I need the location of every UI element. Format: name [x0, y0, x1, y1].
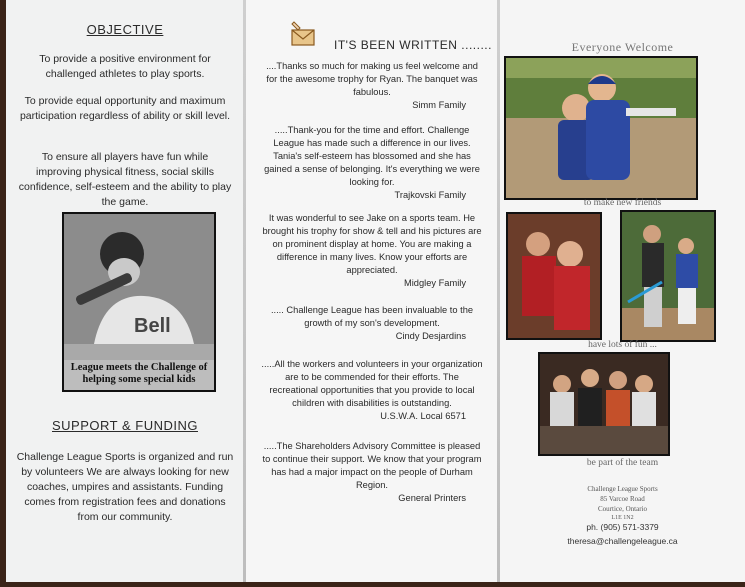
team-photo-friends: [504, 56, 698, 200]
basketball-photo-graphic: [508, 214, 600, 338]
quote-author: General Printers: [398, 493, 466, 503]
middle-panel: [246, 0, 498, 582]
quote-author: Midgley Family: [404, 278, 466, 288]
quote-text: It was wonderful to see Jake on a sports team. He brought his trophy for show & tell and his pictures are on prominent display at home. You are making a difference in many lives. Know your efforts are appreciated.: [262, 213, 482, 275]
objective-paragraph-3: To ensure all players have fun while improving physical fitness, social skills confidence, self-esteem and the ability to play the game.: [18, 151, 232, 208]
objective-paragraph-1: To provide a positive environment for challenged athletes to play sports.: [39, 53, 211, 80]
friends-photo-graphic: [506, 58, 696, 198]
quote-author: U.S.W.A. Local 6571: [380, 411, 466, 421]
quote-4: [260, 304, 484, 343]
support-heading: SUPPORT & FUNDING: [52, 418, 198, 433]
contact-org: Challenge League Sports: [587, 485, 658, 493]
quote-author: Simm Family: [412, 100, 466, 110]
objective-paragraph-2: To provide equal opportunity and maximum participation regardless of ability or skill level.: [19, 95, 231, 122]
contact-address1: 85 Varcoe Road: [600, 495, 645, 503]
quote-author: Trajkovski Family: [394, 190, 466, 200]
everyone-welcome-title: Everyone Welcome: [571, 40, 674, 54]
baseball-photo-graphic: [622, 212, 714, 340]
contact-phone: ph. (905) 571-3379: [586, 522, 659, 532]
caption-part-of-team: be part of the team: [586, 458, 659, 468]
quote-text: .....Thank-you for the time and effort. Challenge League has made such a difference in our lives. Tania's self-esteem has blossomed and she has gained a sense of belonging. It's everything we were looking for.: [264, 125, 480, 187]
quote-3: [260, 212, 484, 290]
quote-1: [260, 60, 484, 112]
clipping-caption: League meets the Challenge of helping some special kids: [70, 362, 208, 385]
envelope-with-hand-icon: [288, 18, 318, 50]
contact-postal: L1E 1N2: [611, 515, 634, 521]
quote-text: .....All the workers and volunteers in your organization are to be commended for their efforts. The recreational opportunities that you provide to local children with disabilities is outstanding.: [261, 359, 483, 408]
svg-text:Bell: Bell: [134, 315, 171, 337]
basketball-photo: [506, 212, 602, 340]
quote-2: [260, 124, 484, 202]
objective-heading: OBJECTIVE: [86, 22, 164, 37]
left-panel: [6, 0, 244, 582]
quote-text: .....The Shareholders Advisory Committee is pleased to continue their support. We know that your program has had a major impact on the people of Durham Region.: [262, 441, 482, 490]
quote-text: ..... Challenge League has been invaluable to the growth of my son's development.: [270, 305, 474, 328]
team-group-photo: [538, 352, 670, 456]
team-group-photo-graphic: [540, 354, 668, 454]
quote-5: [260, 358, 484, 423]
caption-make-friends: to make new friends: [583, 198, 662, 208]
right-panel: [500, 0, 745, 582]
contact-address2: Courtice, Ontario: [598, 505, 647, 513]
caption-have-fun: have lots of fun ...: [588, 340, 657, 350]
quote-author: Cindy Desjardins: [395, 331, 466, 341]
baseball-photo: [620, 210, 716, 342]
its-been-written-heading: IT'S BEEN WRITTEN ........: [334, 38, 492, 52]
quote-6: [260, 440, 484, 505]
quote-text: ....Thanks so much for making us feel welcome and for the awesome trophy for Ryan. The banquet was fabulous.: [266, 61, 478, 97]
contact-email: theresa@challengeleague.ca: [567, 536, 678, 546]
support-text: Challenge League Sports is organized and run by volunteers We are always looking for new coaches, umpires and assistants. Funding comes from registration fees and donations from our community.: [16, 451, 234, 523]
newspaper-clipping-photo: [62, 212, 216, 392]
